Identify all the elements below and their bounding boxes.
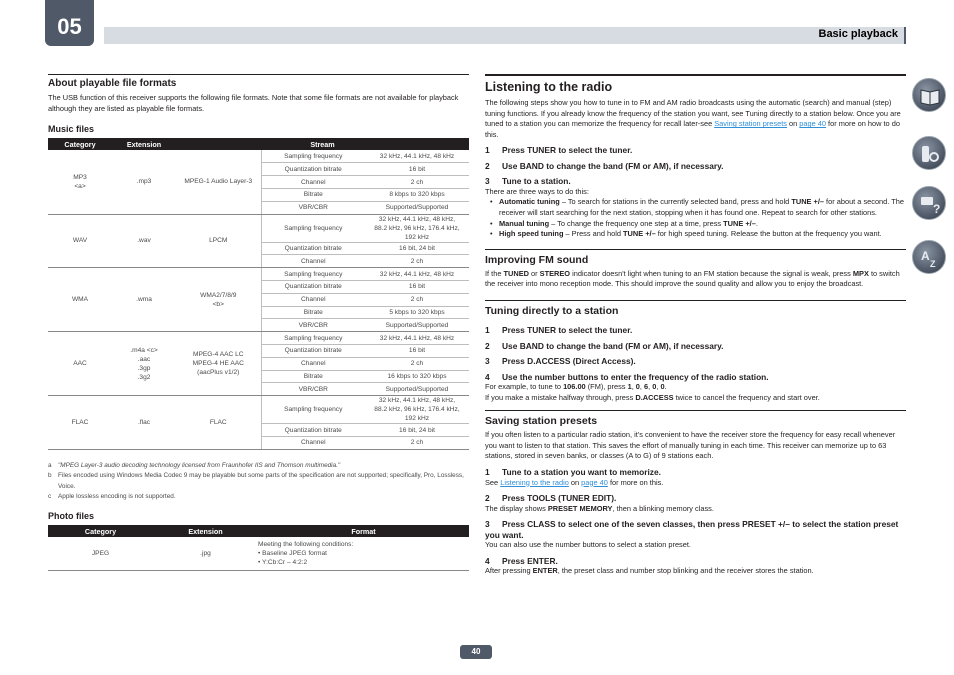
stream-attribute-cell: Bitrate	[261, 189, 365, 202]
stream-attribute-cell: Channel	[261, 437, 365, 450]
stream-attribute-cell: Quantization bitrate	[261, 242, 365, 255]
stream-attribute-cell: Channel	[261, 255, 365, 268]
stream-attribute-cell: Channel	[261, 293, 365, 306]
stream-value-cell: 16 bit	[365, 163, 469, 176]
svg-text:Z: Z	[930, 259, 936, 269]
chapter-badge: 05	[45, 0, 94, 46]
stream-value-cell: 32 kHz, 44.1 kHz, 48 kHz	[365, 332, 469, 345]
stream-value-cell: 2 ch	[365, 176, 469, 189]
footnote-b: b Files encoded using Windows Media Codec 9 may be playable but some parts of the specification are not supported; specifically, Pro, Lossless, Voice.	[48, 472, 464, 490]
footnote-c: c Apple lossless encoding is not supported.	[48, 493, 176, 501]
stream-attribute-cell: VBR/CBR	[261, 201, 365, 214]
book-icon[interactable]	[912, 78, 946, 112]
fm-heading: Improving FM sound	[485, 249, 906, 266]
stream-attribute-cell: Sampling frequency	[261, 214, 365, 242]
stream-attribute-cell: Quantization bitrate	[261, 424, 365, 437]
save-step-3-note: You can also use the number buttons to select a station preset.	[485, 540, 691, 550]
list-item: • Automatic tuning – To search for stations in the currently selected band, press and hold TUNE +/– for about a second. The receiver will start searching for the next station, stopping when it has found one. Repeat to search for other stations.	[485, 197, 906, 218]
save-step-1: 1 Tune to a station you want to memorize.	[485, 467, 661, 477]
stream-value-cell: 16 bit, 24 bit	[365, 242, 469, 255]
photo-col-category: Category	[48, 525, 153, 537]
col-category: Category	[48, 138, 112, 150]
table-row	[48, 332, 469, 345]
category-cell: WMA	[48, 268, 112, 332]
direct-tuning-heading: Tuning directly to a station	[485, 300, 906, 317]
table-row	[48, 537, 469, 570]
extension-cell: .m4a <c> .aac .3gp .3g2	[112, 332, 176, 396]
ways-text: There are three ways to do this:	[485, 186, 589, 196]
photo-category-cell: JPEG	[48, 537, 153, 570]
stream-attribute-cell: Sampling frequency	[261, 332, 365, 345]
stream-value-cell: 2 ch	[365, 437, 469, 450]
format-cell: FLAC	[176, 396, 261, 450]
footnotes	[48, 461, 469, 503]
extension-cell: .wav	[112, 214, 176, 268]
extension-cell: .flac	[112, 396, 176, 450]
stream-value-cell: Supported/Supported	[365, 383, 469, 396]
stream-value-cell: 16 bit, 24 bit	[365, 424, 469, 437]
table-row	[48, 268, 469, 281]
photo-format-item: • Y:Cb:Cr – 4:2:2	[258, 559, 308, 567]
photo-extension-cell: .jpg	[153, 537, 258, 570]
save-step-3: 3 Press CLASS to select one of the seven classes, then press PRESET +/– to select the station preset you want.	[485, 519, 899, 540]
stream-value-cell: 16 bit	[365, 281, 469, 294]
category-cell: AAC	[48, 332, 112, 396]
category-cell: WAV	[48, 214, 112, 268]
table-row	[48, 214, 469, 242]
step-3: 3 Press D.ACCESS (Direct Access).	[485, 356, 636, 367]
az-index-icon[interactable]	[912, 240, 946, 274]
table-row	[48, 396, 469, 424]
format-cell: MPEG-1 Audio Layer-3	[176, 150, 261, 214]
radio-heading: Listening to the radio	[485, 80, 613, 94]
page-number: 40	[460, 645, 492, 659]
footnote-a: a "MPEG Layer-3 audio decoding technology licensed from Fraunhofer IIS and Thomson multimedia."	[48, 461, 341, 469]
category-cell: MP3 <a>	[48, 150, 112, 214]
save-step-1-note: See Listening to the radio on page 40 for more on this.	[485, 477, 664, 487]
table-row	[48, 150, 469, 163]
troubleshoot-icon[interactable]	[912, 186, 946, 220]
stream-attribute-cell: Channel	[261, 176, 365, 189]
stream-attribute-cell: Quantization bitrate	[261, 163, 365, 176]
stream-value-cell: 8 kbps to 320 kbps	[365, 189, 469, 202]
photo-col-extension: Extension	[153, 525, 258, 537]
music-files-table	[48, 138, 469, 450]
stream-attribute-cell: Quantization bitrate	[261, 345, 365, 358]
stream-value-cell: 2 ch	[365, 293, 469, 306]
extension-cell: .mp3	[112, 150, 176, 214]
page-40-link[interactable]: page 40	[581, 477, 608, 487]
mistake-text: If you make a mistake halfway through, press D.ACCESS twice to cancel the frequency and start over.	[485, 392, 820, 402]
formats-intro: The USB function of this receiver supports the following file formats. Note that some file formats are not available for playback although they are listed as playable file formats.	[48, 93, 459, 113]
save-step-4-note: After pressing ENTER, the preset class and number stop blinking and the receiver stores the station.	[485, 566, 814, 576]
stream-attribute-cell: VBR/CBR	[261, 383, 365, 396]
page-40-link[interactable]: page 40	[799, 119, 826, 129]
list-item: • Manual tuning – To change the frequency one step at a time, press TUNE +/–.	[485, 219, 906, 230]
svg-text:?: ?	[933, 202, 941, 215]
photo-format-item: • Baseline JPEG format	[258, 550, 328, 558]
section-title: Basic playback	[818, 28, 898, 40]
step-1: 1 Press TUNER to select the tuner.	[485, 325, 633, 336]
stream-attribute-cell: Sampling frequency	[261, 268, 365, 281]
music-files-heading: Music files	[48, 124, 95, 135]
extension-cell: .wma	[112, 268, 176, 332]
stream-attribute-cell: Sampling frequency	[261, 150, 365, 163]
saving-presets-link[interactable]: Saving station presets	[714, 119, 787, 129]
list-item: • High speed tuning – Press and hold TUNE +/– for high speed tuning. Release the button at the frequency you want.	[485, 229, 906, 240]
save-step-4: 4 Press ENTER.	[485, 555, 558, 566]
saving-intro: If you often listen to a particular radio station, it's convenient to have the receiver store the frequency for easy recall whenever you want to listen to that station. This saves the effort of manually tuning in each time. This receiver can memorize up to 63 stations, stored in seven banks, or classes (A to G) of 9 stations each.	[485, 430, 896, 461]
stream-value-cell: 32 kHz, 44.1 kHz, 48 kHz	[365, 150, 469, 163]
stream-value-cell: 2 ch	[365, 255, 469, 268]
tuning-methods-list	[485, 197, 906, 239]
photo-format-cell	[258, 537, 469, 570]
formats-heading: About playable file formats	[48, 78, 177, 89]
stream-value-cell: 16 bit	[365, 345, 469, 358]
stream-attribute-cell: Channel	[261, 357, 365, 370]
stream-value-cell: 16 kbps to 320 kbps	[365, 370, 469, 383]
format-cell: MPEG-4 AAC LC MPEG-4 HE AAC (aacPlus v1/2)	[176, 332, 261, 396]
stream-attribute-cell: Bitrate	[261, 370, 365, 383]
format-cell: WMA2/7/8/9 <b>	[176, 268, 261, 332]
step-3: 3 Tune to a station.	[485, 176, 571, 187]
col-extension: Extension	[112, 138, 176, 150]
listening-radio-link[interactable]: Listening to the radio	[500, 477, 569, 487]
step-2: 2 Use BAND to change the band (FM or AM), if necessary.	[485, 160, 724, 171]
right-column	[485, 74, 906, 577]
stream-attribute-cell: Bitrate	[261, 306, 365, 319]
step-1: 1 Press TUNER to select the tuner.	[485, 145, 633, 156]
radio-intro: The following steps show you how to tune in to FM and AM radio broadcasts using the automatic (search) and manual (step) tuning functions. If you already know the frequency of the station you want, see Tuning directly to a station below. Once you are tuned to a station you can memorize the frequency for recall later-see Saving station presets on page 40 for more on how to do this.	[485, 98, 901, 139]
stream-attribute-cell: Quantization bitrate	[261, 281, 365, 294]
photo-format-lead: Meeting the following conditions:	[258, 541, 354, 549]
saving-presets-heading: Saving station presets	[485, 410, 906, 427]
stream-value-cell: Supported/Supported	[365, 201, 469, 214]
col-stream: Stream	[176, 138, 469, 150]
stream-value-cell: Supported/Supported	[365, 319, 469, 332]
photo-col-format: Format	[258, 525, 469, 537]
stream-value-cell: 32 kHz, 44.1 kHz, 48 kHz	[365, 268, 469, 281]
step-2: 2 Use BAND to change the band (FM or AM), if necessary.	[485, 340, 724, 351]
stream-value-cell: 32 kHz, 44.1 kHz, 48 kHz, 88.2 kHz, 96 kHz, 176.4 kHz, 192 kHz	[365, 214, 469, 242]
format-cell: LPCM	[176, 214, 261, 268]
photo-files-table	[48, 525, 469, 571]
fm-text: If the TUNED or STEREO indicator doesn't light when tuning to an FM station because the signal is weak, press MPX to switch the receiver into mono reception mode. This should improve the sound quality and allow you to enjoy the broadcast.	[485, 268, 900, 289]
save-step-2: 2 Press TOOLS (TUNER EDIT).	[485, 493, 617, 504]
stream-attribute-cell: VBR/CBR	[261, 319, 365, 332]
save-step-2-note: The display shows PRESET MEMORY, then a blinking memory class.	[485, 503, 714, 513]
stream-value-cell: 32 kHz, 44.1 kHz, 48 kHz, 88.2 kHz, 96 kHz, 176.4 kHz, 192 kHz	[365, 396, 469, 424]
stream-attribute-cell: Sampling frequency	[261, 396, 365, 424]
left-column	[48, 74, 469, 571]
stream-value-cell: 2 ch	[365, 357, 469, 370]
header-bar	[104, 27, 906, 44]
photo-files-heading: Photo files	[48, 511, 95, 522]
step-4: 4 Use the number buttons to enter the frequency of the radio station.	[485, 371, 769, 382]
remote-settings-icon[interactable]	[912, 136, 946, 170]
example-text: For example, to tune to 106.00 (FM), press 1, 0, 6, 0, 0.	[485, 382, 667, 392]
svg-text:A: A	[921, 249, 930, 263]
stream-value-cell: 5 kbps to 320 kbps	[365, 306, 469, 319]
category-cell: FLAC	[48, 396, 112, 450]
